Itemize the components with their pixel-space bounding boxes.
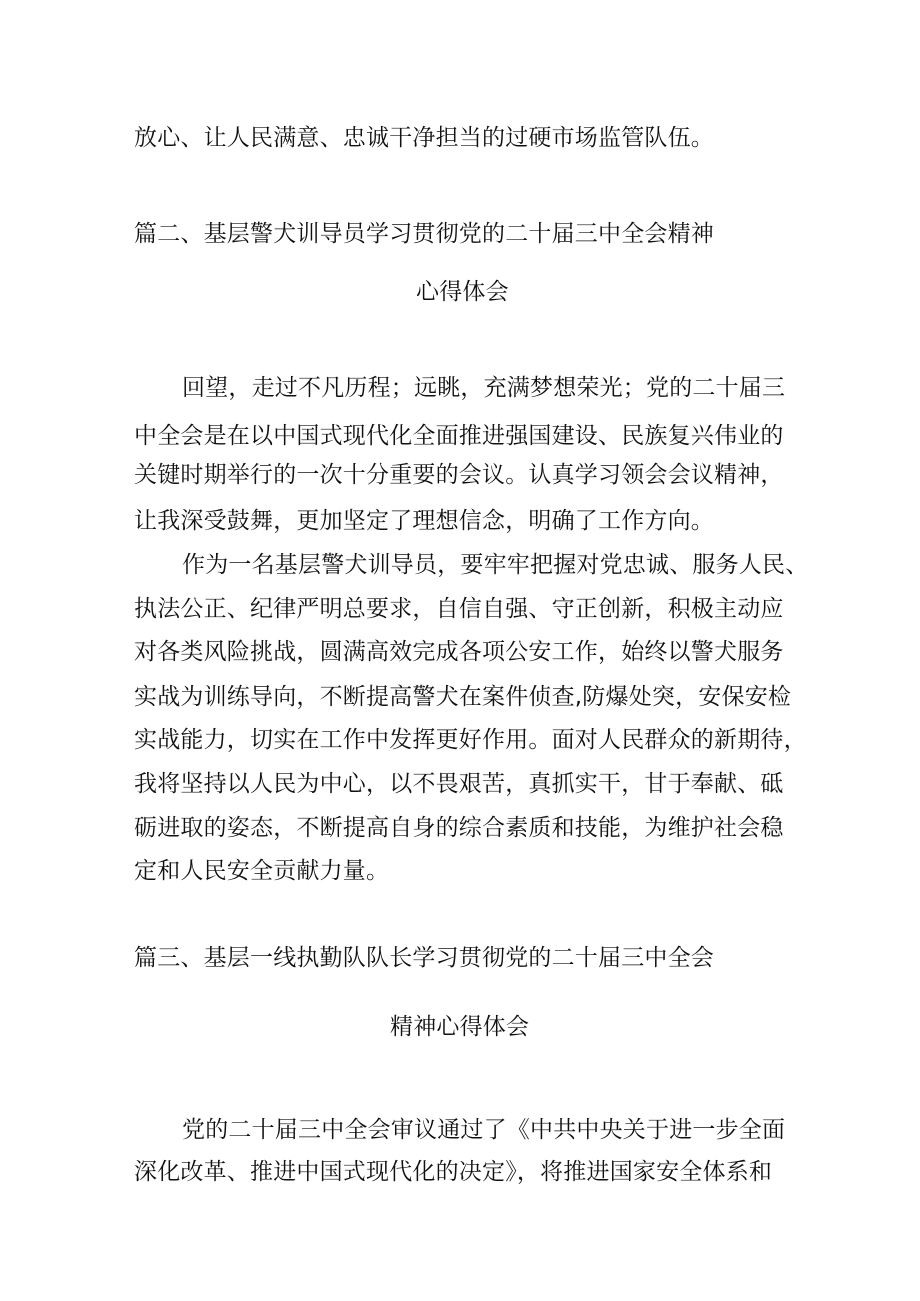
section2-p2-line4: 实战为训练导向，不断提高警犬在案件侦查,防爆处突，安保安检 [134, 684, 792, 710]
section2-p1-line4: 让我深受鼓舞，更加坚定了理想信念，明确了工作方向。 [134, 508, 714, 534]
section2-p2-line5: 实战能力，切实在工作中发挥更好作用。面对人民群众的新期待， [134, 727, 807, 753]
section2-p2-line8: 定和人民安全贡献力量。 [134, 858, 390, 884]
section2-p2-line6: 我将坚持以人民为中心，以不畏艰苦，真抓实干，甘于奉献、砥 [134, 771, 784, 797]
section2-p1-line2: 中全会是在以中国式现代化全面推进强国建设、民族复兴伟业的 [134, 423, 784, 449]
section3-title-line2: 精神心得体会 [390, 1014, 530, 1040]
section2-title-line2: 心得体会 [416, 279, 509, 305]
section3-p1-line1: 党的二十届三中全会审议通过了《中共中央关于进一步全面 [182, 1117, 786, 1143]
section2-p1-line1: 回望，走过不凡历程；远眺，充满梦想荣光；党的二十届三 [182, 375, 786, 401]
section2-p2-line3: 对各类风险挑战，圆满高效完成各项公安工作，始终以警犬服务 [134, 639, 784, 665]
section2-p2-line1: 作为一名基层警犬训导员，要牢牢把握对党忠诚、服务人民、 [182, 552, 809, 578]
section3-title-line1: 篇三、基层一线执勤队队长学习贯彻党的二十届三中全会 [134, 945, 714, 971]
section3-p1-line2: 深化改革、推进中国式现代化的决定》，将推进国家安全体系和 [134, 1159, 773, 1185]
intro-tail-line: 放心、让人民满意、忠诚干净担当的过硬市场监管队伍。 [134, 125, 714, 151]
section2-p2-line2: 执法公正、纪律严明总要求，自信自强、守正创新，积极主动应 [134, 596, 784, 622]
section2-title-line1: 篇二、基层警犬训导员学习贯彻党的二十届三中全会精神 [134, 221, 714, 247]
section2-p2-line7: 砺进取的姿态，不断提高自身的综合素质和技能，为维护社会稳 [134, 815, 784, 841]
section2-p1-line3: 关键时期举行的一次十分重要的会议。认真学习领会会议精神， [134, 462, 784, 488]
